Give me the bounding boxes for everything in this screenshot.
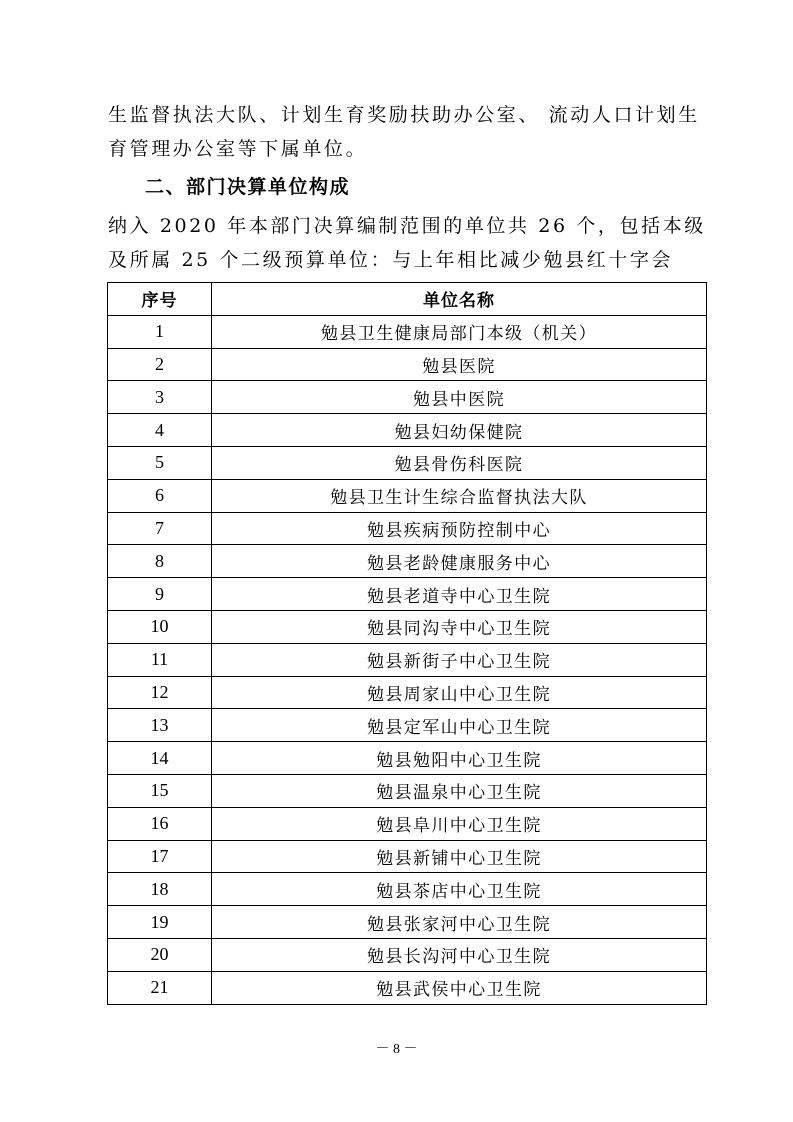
paragraph-2-line-1: 纳入 2020 年本部门决算编制范围的单位共 26 个，包括本级 xyxy=(108,215,706,237)
paragraph-1 xyxy=(108,98,708,166)
row-number: 3 xyxy=(108,381,212,414)
unit-name: 勉县新街子中心卫生院 xyxy=(212,643,707,676)
page-number: － 8 － xyxy=(375,1042,418,1057)
paragraph-2 xyxy=(108,209,708,277)
table-row xyxy=(108,610,707,643)
row-number: 1 xyxy=(108,315,212,348)
row-number: 9 xyxy=(108,578,212,611)
unit-name: 勉县疾病预防控制中心 xyxy=(212,512,707,545)
table-row xyxy=(108,807,707,840)
row-number: 14 xyxy=(108,742,212,775)
row-number: 18 xyxy=(108,873,212,906)
paragraph-2-line-2: 及所属 25 个二级预算单位：与上年相比减少勉县红十字会 xyxy=(108,249,674,271)
row-number: 20 xyxy=(108,938,212,971)
table-row xyxy=(108,938,707,971)
row-number: 21 xyxy=(108,971,212,1004)
unit-name: 勉县骨伤科医院 xyxy=(212,446,707,479)
table-row xyxy=(108,643,707,676)
table-row xyxy=(108,906,707,939)
row-number: 8 xyxy=(108,545,212,578)
table-row xyxy=(108,315,707,348)
row-number: 4 xyxy=(108,414,212,447)
table-row xyxy=(108,840,707,873)
table-header-row xyxy=(108,283,707,316)
unit-name: 勉县新铺中心卫生院 xyxy=(212,840,707,873)
unit-name: 勉县长沟河中心卫生院 xyxy=(212,938,707,971)
unit-name: 勉县张家河中心卫生院 xyxy=(212,906,707,939)
table-row xyxy=(108,774,707,807)
unit-name: 勉县老龄健康服务中心 xyxy=(212,545,707,578)
row-number: 19 xyxy=(108,906,212,939)
unit-name: 勉县医院 xyxy=(212,348,707,381)
header-unit-name: 单位名称 xyxy=(212,283,707,316)
table-row xyxy=(108,381,707,414)
unit-name: 勉县温泉中心卫生院 xyxy=(212,774,707,807)
row-number: 12 xyxy=(108,676,212,709)
table-row xyxy=(108,446,707,479)
unit-name: 勉县阜川中心卫生院 xyxy=(212,807,707,840)
table-row xyxy=(108,545,707,578)
row-number: 10 xyxy=(108,610,212,643)
header-number: 序号 xyxy=(108,283,212,316)
table-row xyxy=(108,414,707,447)
unit-name: 勉县茶店中心卫生院 xyxy=(212,873,707,906)
row-number: 16 xyxy=(108,807,212,840)
unit-name: 勉县老道寺中心卫生院 xyxy=(212,578,707,611)
table-row xyxy=(108,709,707,742)
row-number: 15 xyxy=(108,774,212,807)
unit-name: 勉县勉阳中心卫生院 xyxy=(212,742,707,775)
row-number: 17 xyxy=(108,840,212,873)
table-row xyxy=(108,873,707,906)
unit-name: 勉县定军山中心卫生院 xyxy=(212,709,707,742)
table-row xyxy=(108,479,707,512)
unit-name: 勉县中医院 xyxy=(212,381,707,414)
unit-name: 勉县周家山中心卫生院 xyxy=(212,676,707,709)
row-number: 7 xyxy=(108,512,212,545)
paragraph-1-line-2: 育管理办公室等下属单位。 xyxy=(108,138,368,160)
table-row xyxy=(108,348,707,381)
table-row xyxy=(108,742,707,775)
units-table xyxy=(107,282,707,1005)
table-row xyxy=(108,512,707,545)
unit-name: 勉县武侯中心卫生院 xyxy=(212,971,707,1004)
unit-name: 勉县同沟寺中心卫生院 xyxy=(212,610,707,643)
row-number: 6 xyxy=(108,479,212,512)
unit-name: 勉县卫生健康局部门本级（机关） xyxy=(212,315,707,348)
row-number: 2 xyxy=(108,348,212,381)
table-row xyxy=(108,676,707,709)
unit-name: 勉县卫生计生综合监督执法大队 xyxy=(212,479,707,512)
section-heading: 二、部门决算单位构成 xyxy=(145,176,351,198)
row-number: 5 xyxy=(108,446,212,479)
unit-name: 勉县妇幼保健院 xyxy=(212,414,707,447)
paragraph-1-line-1: 生监督执法大队、计划生育奖励扶助办公室、 流动人口计划生 xyxy=(108,104,700,126)
row-number: 13 xyxy=(108,709,212,742)
table-row xyxy=(108,578,707,611)
table-row xyxy=(108,971,707,1004)
row-number: 11 xyxy=(108,643,212,676)
